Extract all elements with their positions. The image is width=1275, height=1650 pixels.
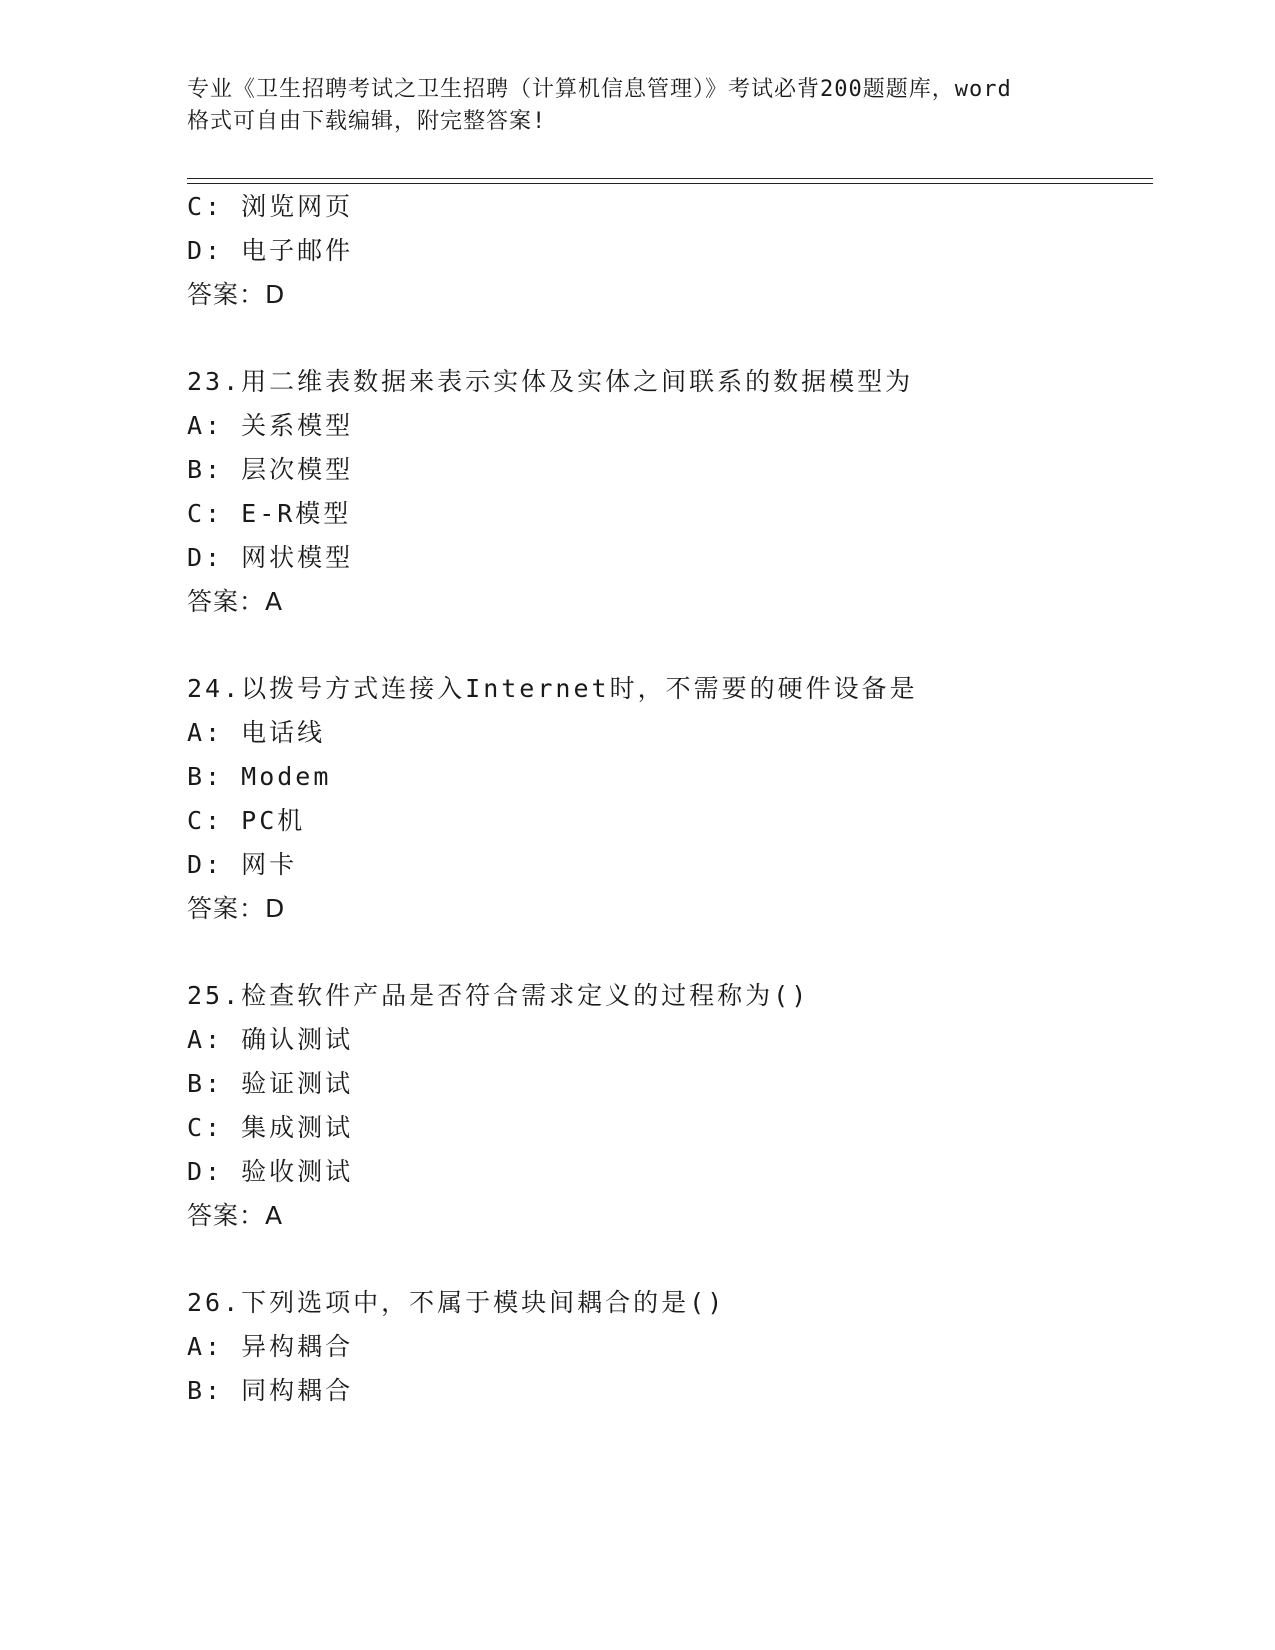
- document-header: [187, 74, 1087, 138]
- q25-option-b: B: 验证测试: [187, 1069, 354, 1098]
- q25-answer: 答案：A: [187, 1201, 284, 1230]
- q24-answer: 答案：D: [187, 894, 286, 923]
- q23-question: 23.用二维表数据来表示实体及实体之间联系的数据模型为: [187, 367, 914, 396]
- q24-option-b: B: Modem: [187, 762, 332, 791]
- q23-answer: 答案：A: [187, 587, 284, 616]
- q22-option-c: C: 浏览网页: [187, 192, 354, 221]
- q25-option-a: A: 确认测试: [187, 1025, 354, 1054]
- q26-option-a: A: 异构耦合: [187, 1332, 354, 1361]
- q23-option-d: D: 网状模型: [187, 543, 354, 572]
- q24-option-c: C: PC机: [187, 806, 306, 835]
- header-line-1: 专业《卫生招聘考试之卫生招聘（计算机信息管理）》考试必背200题题库，word: [187, 77, 1012, 102]
- q22-answer: 答案：D: [187, 280, 286, 309]
- q25-option-d: D: 验收测试: [187, 1157, 354, 1186]
- q26-question: 26.下列选项中，不属于模块间耦合的是(): [187, 1288, 726, 1317]
- q23-option-c: C: E-R模型: [187, 499, 352, 528]
- q25-question: 25.检查软件产品是否符合需求定义的过程称为(): [187, 981, 810, 1010]
- q25-option-c: C: 集成测试: [187, 1113, 354, 1142]
- q22-option-d: D: 电子邮件: [187, 236, 354, 265]
- q23-option-a: A: 关系模型: [187, 411, 354, 440]
- q23-option-b: B: 层次模型: [187, 455, 354, 484]
- header-divider-top: [187, 178, 1153, 179]
- q24-question: 24.以拨号方式连接入Internet时，不需要的硬件设备是: [187, 674, 918, 703]
- header-divider-bottom: [187, 183, 1153, 184]
- q24-option-a: A: 电话线: [187, 718, 326, 747]
- q24-option-d: D: 网卡: [187, 850, 298, 879]
- header-line-2: 格式可自由下载编辑，附完整答案!: [187, 109, 547, 134]
- q26-option-b: B: 同构耦合: [187, 1376, 354, 1405]
